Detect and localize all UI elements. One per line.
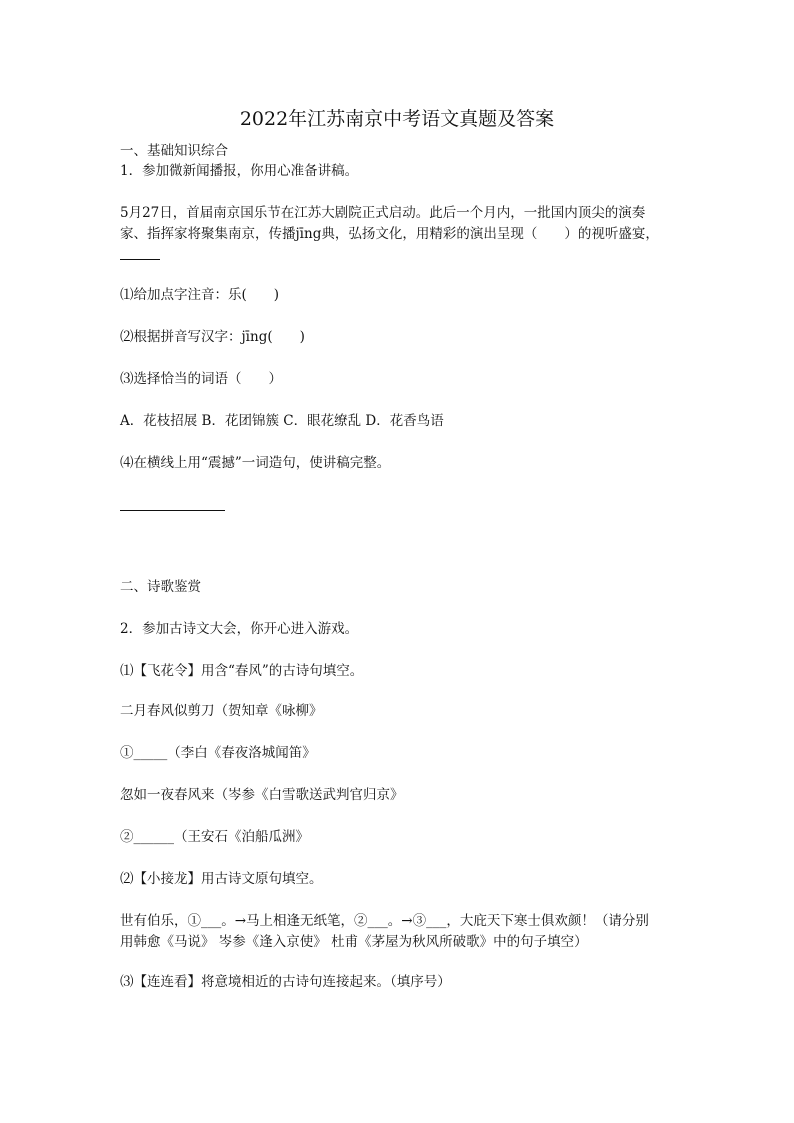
sentence-blank-line (120, 510, 225, 511)
poem-line-b: ①_____（李白《春夜洛城闻笛》 (120, 745, 316, 761)
question2-stem: 2．参加古诗文大会，你开心进入游戏。 (120, 621, 359, 637)
poem-line-d: ②______（王安石《泊船瓜洲》 (120, 829, 309, 845)
question1-stem: 1．参加微新闻播报，你用心准备讲稿。 (120, 163, 359, 179)
chain-line-2: 用韩愈《马说》 岑参《逢入京使》 杜甫《茅屋为秋风所破歌》中的句子填空） (120, 934, 588, 950)
subquestion-2: ⑵根据拼音写汉字：jīng( ) (120, 329, 305, 345)
passage-line-1: 5月27日，首届南京国乐节在江苏大剧院正式启动。此后一个月内，一批国内顶尖的演奏 (120, 205, 646, 221)
section1-heading: 一、基础知识综合 (120, 143, 228, 159)
subquestion-1: ⑴给加点字注音：乐( ) (120, 287, 280, 303)
section2-heading: 二、诗歌鉴赏 (120, 579, 201, 595)
part-3-instruction: ⑶【连连看】将意境相近的古诗句连接起来。（填序号） (120, 974, 451, 990)
passage-line-2: 家、指挥家将聚集南京，传播jīng典，弘扬文化，用精彩的演出呈现（ ）的视听盛宴， (120, 226, 659, 242)
answer-blank-line (120, 259, 160, 260)
part-2-instruction: ⑵【小接龙】用古诗文原句填空。 (120, 871, 323, 887)
subquestion-4: ⑷在横线上用“震撼”一词造句，使讲稿完整。 (120, 455, 391, 471)
poem-line-a: 二月春风似剪刀（贺知章《咏柳》 (120, 703, 323, 719)
page-title: 2022年江苏南京中考语文真题及答案 (239, 108, 555, 130)
chain-line-1: 世有伯乐，①___。→马上相逢无纸笔，②___。→③___，大庇天下寒士俱欢颜！（请分别 (120, 913, 649, 929)
subquestion-3: ⑶选择恰当的词语（ ） (120, 371, 282, 387)
part-1-instruction: ⑴【飞花令】用含“春风”的古诗句填空。 (120, 663, 364, 679)
poem-line-c: 忽如一夜春风来（岑参《白雪歌送武判官归京》 (120, 787, 404, 803)
answer-options: A．花枝招展 B．花团锦簇 C．眼花缭乱 D．花香鸟语 (120, 413, 444, 429)
